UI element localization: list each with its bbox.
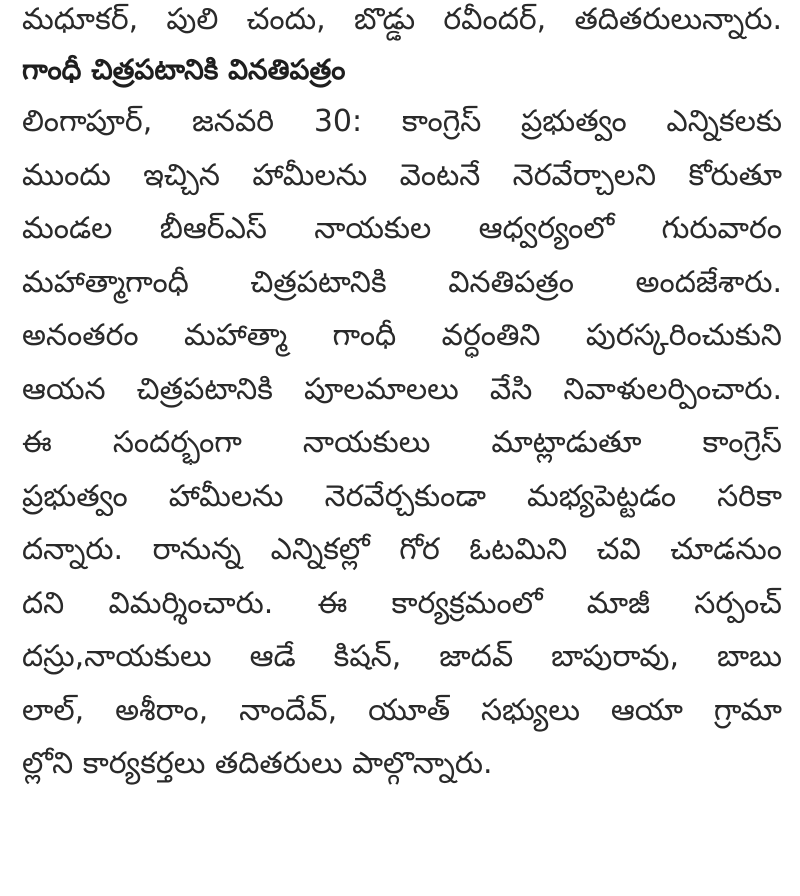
article-line: దని విమర్శించారు. ఈ కార్యక్రమంలో మాజీ సర్పంచ్ [22,586,782,621]
article-line: మండల బీఆర్ఎస్ నాయకుల ఆధ్వర్యంలో గురువారం [22,211,782,246]
article-line-last: ల్లోని కార్యకర్తలు తదితరులు పాల్గొన్నారు. [22,746,493,781]
article-line: మహాత్మాగాంధీ చిత్రపటానికి వినతిపత్రం అందజేశారు. [22,265,782,300]
previous-article-tail: మధూకర్, పులి చందు, బొడ్డు రవీందర్, తదితరులున్నారు. [22,2,782,37]
article-line: అనంతరం మహాత్మా గాంధీ వర్ధంతిని పురస్కరించుకుని [22,318,782,353]
article-line: దస్రు,నాయకులు ఆడే కిషన్, జాదవ్ బాపురావు, బాబు [22,639,782,674]
article-line: ఈ సందర్భంగా నాయకులు మాట్లాడుతూ కాంగ్రెస్ [22,425,782,460]
article-headline: గాంధీ చిత్రపటానికి వినతిపత్రం [22,53,346,86]
article-line: ప్రభుత్వం హామీలను నెరవేర్చకుండా మభ్యపెట్టడం సరికా [22,479,782,514]
article-line: దన్నారు. రానున్న ఎన్నికల్లో గోర ఓటమిని చవి చూడనుం [22,532,782,567]
article-line: లాల్, అశీరాం, నాందేవ్, యూత్ సభ్యులు ఆయా గ్రామా [22,693,782,728]
article-line: ముందు ఇచ్చిన హామీలను వెంటనే నెరవేర్చాలని కోరుతూ [22,158,782,193]
article-line: ఆయన చిత్రపటానికి పూలమాలలు వేసి నివాళులర్పించారు. [22,372,782,407]
article-line: లింగాపూర్, జనవరి 30: కాంగ్రెస్ ప్రభుత్వం ఎన్నికలకు [22,104,782,139]
